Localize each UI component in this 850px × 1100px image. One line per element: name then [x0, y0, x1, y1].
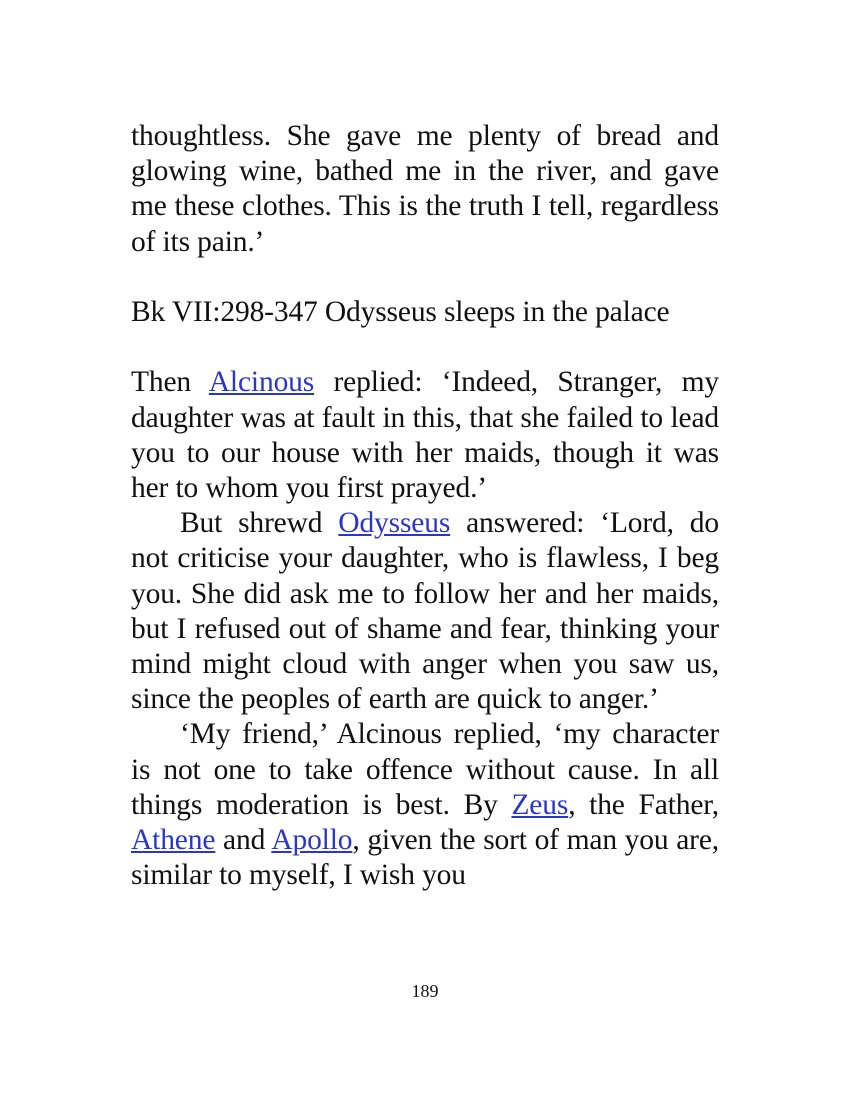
page-body: [131, 119, 719, 893]
paragraph-text: answered: ‘Lord, do not criticise your daughter, who is flawless, I beg you. She did ask me to follow her and her maids, but I refused out of shame and fear, thinking your mind might cloud with anger when you saw us, since the peoples of earth are quick to anger.’: [131, 507, 719, 716]
spacer: [131, 260, 719, 295]
paragraph-text: , the Father,: [568, 788, 719, 821]
text-block: [131, 119, 719, 893]
paragraph-continuation: thoughtless. She gave me plenty of bread and glowing wine, bathed me in the river, and gave me these clothes. This is the truth I tell, regardless of its pain.’: [131, 120, 719, 258]
paragraph-alcinous-reply: [131, 365, 719, 506]
link-alcinous[interactable]: Alcinous: [208, 366, 315, 399]
paragraph-text: ‘My friend,’ Alcinous replied, ‘my character is not one to take offence without cause. In all things moderation is best. By: [131, 718, 719, 821]
paragraph-alcinous-friend: [131, 717, 719, 893]
paragraph-text: But shrewd: [180, 507, 339, 540]
link-athene[interactable]: Athene: [131, 824, 216, 857]
paragraph-text: , given the sort of man you are, similar to myself, I wish you: [131, 824, 720, 892]
paragraph-odysseus-answer: [131, 506, 719, 717]
section-heading: Bk VII:298-347 Odysseus sleeps in the palace: [131, 296, 670, 328]
link-apollo[interactable]: Apollo: [271, 824, 353, 857]
paragraph-text: Then: [131, 366, 209, 399]
paragraph-text: and: [215, 824, 272, 857]
paragraph-text: replied: ‘Indeed, Stranger, my daughter was at fault in this, that she failed to lead you to our house with her maids, though it was her to whom you first prayed.’: [131, 366, 719, 504]
spacer: [131, 330, 719, 365]
link-zeus[interactable]: Zeus: [511, 788, 569, 821]
page-number: 189: [411, 981, 439, 1001]
link-odysseus[interactable]: Odysseus: [338, 507, 451, 540]
